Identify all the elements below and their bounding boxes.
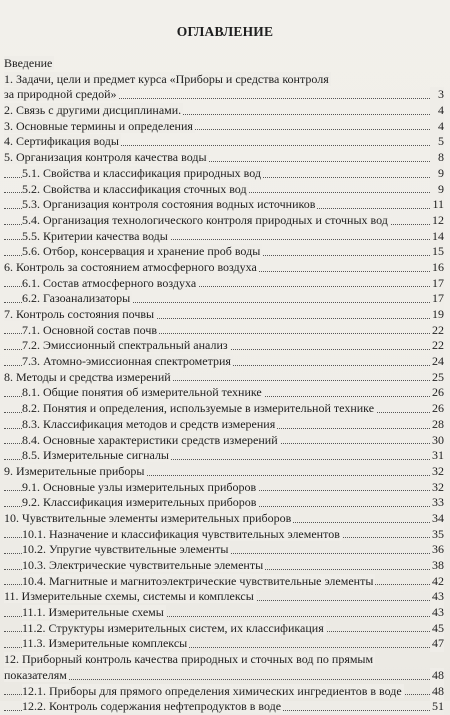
toc-entry (4, 119, 444, 135)
toc-entry-title: 11. Измерительные схемы, системы и комплексы (4, 589, 254, 604)
toc-entry (4, 495, 444, 511)
toc-entry (4, 370, 444, 386)
toc-entry-title: 12.1. Приборы для прямого определения химических ингредиентов в воде (22, 683, 402, 698)
toc-entry-title: 5.3. Организация контроля состояния водных источников (22, 197, 316, 212)
toc-entry-page-number: 17 (432, 291, 444, 306)
toc-entry-title: 7. Контроль состояния почвы (4, 307, 155, 321)
toc-entry-page-number: 5 (430, 134, 444, 150)
toc-entry (4, 699, 444, 715)
toc-entry-title: 10.3. Электрические чувствительные элементы (22, 558, 264, 572)
toc-entry-page-number: 30 (432, 432, 444, 447)
page-title: ОГЛАВЛЕНИЕ (176, 24, 274, 39)
toc-entry-page-number: 26 (432, 385, 444, 400)
toc-entry-page-number: 42 (432, 573, 444, 588)
toc-entry-title: 5.6. Отбор, консервация и хранение проб воды (22, 244, 261, 259)
toc-entry-title: 7.1. Основной состав почв (22, 322, 158, 337)
toc-entry (4, 103, 444, 119)
toc-entry-page-number: 51 (432, 699, 444, 714)
toc-entry-page-number: 9 (430, 182, 444, 198)
toc-entry-title: 10.2. Упругие чувствительные элементы (22, 542, 229, 557)
toc-entry-title: 9. Измерительные приборы (4, 463, 145, 478)
toc-entry (4, 150, 444, 166)
toc-entry-page-number: 32 (432, 479, 444, 494)
toc-entry (4, 480, 444, 496)
toc-entry-page-number: 22 (432, 338, 444, 353)
toc-entry (4, 574, 444, 590)
toc-entry (4, 668, 444, 684)
toc-entry-page-number: 47 (432, 636, 444, 651)
toc-entry-title: 4. Сертификация воды (4, 134, 119, 149)
toc-entry-title: 11.2. Структуры измерительных систем, их классификация (22, 620, 324, 635)
toc-entry-page-number: 4 (430, 103, 444, 119)
toc-entry-title: 8.2. Понятия и определения, используемые в измерительной технике (22, 401, 375, 416)
toc-entry (4, 448, 444, 464)
toc-entry-title: 8.1. Общие понятия об измерительной технике (22, 385, 262, 400)
toc-entry (4, 652, 444, 668)
toc-entry (4, 291, 444, 307)
toc-entry-title: 6.1. Состав атмосферного воздуха (22, 275, 197, 290)
toc-entry (4, 605, 444, 621)
toc-entry-page-number: 19 (432, 307, 444, 321)
toc-entry-page-number: 31 (432, 448, 444, 463)
toc-entry (4, 213, 444, 229)
toc-entry (4, 542, 444, 558)
toc-entry (4, 464, 444, 480)
toc-entry-page-number: 34 (432, 510, 444, 525)
toc-entry-page-number: 33 (432, 495, 444, 510)
toc-entry (4, 354, 444, 370)
toc-entry-title: 9.2. Классификация измерительных приборов (22, 495, 257, 510)
toc-entry-title: 6. Контроль за состоянием атмосферного воздуха (4, 259, 257, 274)
toc-entry-title: 11.3. Измерительные комплексы (22, 636, 188, 651)
toc-entry-title: 9.1. Основные узлы измерительных приборов (22, 479, 257, 494)
toc-entry-page-number: 28 (432, 416, 444, 431)
toc-entry (4, 385, 444, 401)
toc-entry (4, 276, 444, 292)
toc-entry-title: 5. Организация контроля качества воды (4, 150, 207, 165)
toc-entry (4, 589, 444, 605)
toc-entry-page-number: 36 (432, 542, 444, 557)
toc-entry-page-number: 22 (432, 322, 444, 337)
toc-entry-title: 5.1. Свойства и классификация природных вод (22, 165, 262, 180)
toc-entry-title: 12. Приборный контроль качества природных и сточных вод по прямым (4, 652, 374, 667)
toc-entry (4, 433, 444, 449)
toc-entry-title: 10.1. Назначение и классификация чувствительных элементов (22, 526, 340, 541)
toc-entry-page-number: 35 (432, 526, 444, 541)
toc-entry (4, 197, 444, 213)
toc-entry-title: 8. Методы и средства измерений (4, 369, 171, 384)
toc-entry-page-number: 4 (430, 119, 444, 135)
toc-entry-title: 7.2. Эмиссионный спектральный анализ (22, 338, 228, 353)
toc-entry (4, 56, 444, 72)
toc-entry-page-number: 11 (430, 197, 444, 213)
toc-entry (4, 244, 444, 260)
toc-entry (4, 338, 444, 354)
toc-entry (4, 182, 444, 198)
toc-entry-page-number: 32 (432, 463, 444, 478)
toc-entry-title: 11.1. Измерительные схемы (22, 605, 164, 620)
toc-entry-page-number: 45 (432, 620, 444, 635)
toc-entry-title: 1. Задачи, цели и предмет курса «Приборы и средства контроля (4, 71, 329, 86)
toc-entry (4, 558, 444, 574)
toc-entry-page-number: 3 (430, 87, 444, 103)
toc-entry (4, 621, 444, 637)
toc-entry (4, 323, 444, 339)
toc-entry-title: 10. Чувствительные элементы измерительных приборов (4, 510, 292, 525)
toc-entry-title: 2. Связь с другими дисциплинами. (4, 103, 182, 118)
toc-entry (4, 636, 444, 652)
toc-entry-title: 8.4. Основные характеристики средств измерений (22, 432, 278, 447)
toc-entry-title: 10.4. Магнитные и магнитоэлектрические чувствительные элементы (22, 573, 374, 588)
toc-entry (4, 134, 444, 150)
toc-entry-title: 5.4. Организация технологического контроля природных и сточных вод (22, 212, 388, 227)
toc-entry-page-number: 43 (432, 605, 444, 620)
toc-entry-title: показателям (4, 667, 67, 682)
toc-entry-page-number: 8 (430, 150, 444, 166)
toc-entry-page-number: 12 (432, 212, 444, 227)
toc-entry-title: 5.2. Свойства и классификация сточных вод (22, 181, 247, 196)
toc-entry (4, 307, 444, 323)
toc-entry-page-number: 38 (432, 558, 444, 572)
toc-entry (4, 260, 444, 276)
toc-entry (4, 684, 444, 700)
toc-entry-page-number: 25 (432, 369, 444, 384)
toc-entry-page-number: 26 (432, 401, 444, 416)
toc-entry-page-number: 48 (432, 667, 444, 682)
toc-entry-page-number: 24 (432, 354, 444, 369)
toc-entry-title: 8.3. Классификация методов и средств измерения (22, 416, 276, 431)
toc-entry (4, 166, 444, 182)
toc-entry-title: 8.5. Измерительные сигналы (22, 448, 169, 463)
toc-entry-page-number: 48 (432, 683, 444, 698)
toc-entry-title: 7.3. Атомно-эмиссионная спектрометрия (22, 354, 231, 369)
toc-entry-page-number: 16 (432, 259, 444, 274)
toc-entry-page-number: 17 (432, 275, 444, 290)
table-of-contents (4, 56, 444, 715)
toc-entry-page-number: 9 (430, 166, 444, 182)
toc-entry-page-number: 43 (432, 589, 444, 604)
toc-entry-title: 3. Основные термины и определения (4, 118, 193, 133)
toc-entry (4, 87, 444, 103)
toc-entry (4, 417, 444, 433)
toc-entry (4, 401, 444, 417)
toc-entry (4, 72, 444, 88)
toc-entry-title: 5.5. Критерии качества воды (22, 228, 168, 243)
toc-entry-title: Введение (4, 56, 53, 70)
toc-entry-title: 6.2. Газоанализаторы (22, 291, 131, 306)
toc-entry (4, 229, 444, 245)
toc-entry (4, 527, 444, 543)
toc-entry-title: 12.2. Контроль содержания нефтепродуктов в воде (22, 699, 282, 714)
toc-entry-page-number: 15 (432, 244, 444, 259)
toc-entry (4, 511, 444, 527)
toc-entry-page-number: 14 (432, 228, 444, 243)
toc-entry-title: за природной средой» (4, 87, 117, 102)
